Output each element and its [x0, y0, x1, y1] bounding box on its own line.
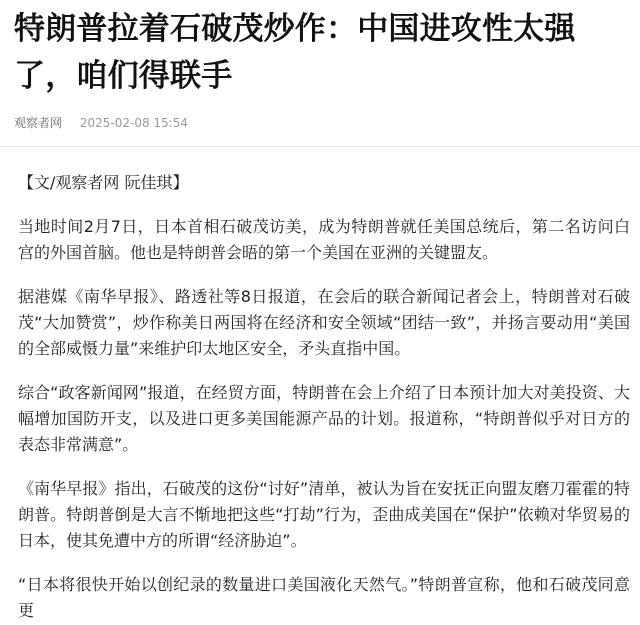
meta-divider: [0, 146, 640, 147]
article-meta: [14, 114, 188, 132]
article-source[interactable]: 观察者网: [14, 116, 63, 130]
article-timestamp: 2025-02-08 15:54: [79, 116, 188, 130]
article-paragraph: 《南华早报》指出，石破茂的这份“讨好”清单，被认为旨在安抚正向盟友磨刀霍霍的特朗普。特朗普倒是大言不惭地把这些“打劫”行为，歪曲成美国在“保护”依赖对华贸易的日本，使其免遭中方的所谓“经济胁迫”。: [18, 479, 630, 550]
article-body: [18, 170, 630, 625]
article-title: 特朗普拉着石破茂炒作：中国进攻性太强了，咱们得联手: [14, 11, 576, 94]
article-paragraph: 综合“政客新闻网”报道，在经贸方面，特朗普在会上介绍了日本预计加大对美投资、大幅增加国防开支，以及进口更多美国能源产品的计划。报道称，“特朗普似乎对日方的表态非常满意”。: [18, 383, 630, 454]
article-paragraph: 当地时间2月7日，日本首相石破茂访美，成为特朗普就任美国总统后，第二名访问白宫的外国首脑。他也是特朗普会晤的第一个美国在亚洲的关键盟友。: [18, 217, 630, 262]
article-paragraph: 据港媒《南华早报》、路透社等8日报道，在会后的联合新闻记者会上，特朗普对石破茂“大加赞赏”，炒作称美日两国将在经济和安全领域“团结一致”，并扬言要动用“美国的全部威慑力量”来维护印太地区安全，矛头直指中国。: [18, 287, 630, 358]
article-paragraph: “日本将很快开始以创纪录的数量进口美国液化天然气。”特朗普宣称，他和石破茂同意更: [18, 575, 630, 620]
article-byline: 【文/观察者网 阮佳琪】: [18, 173, 189, 192]
